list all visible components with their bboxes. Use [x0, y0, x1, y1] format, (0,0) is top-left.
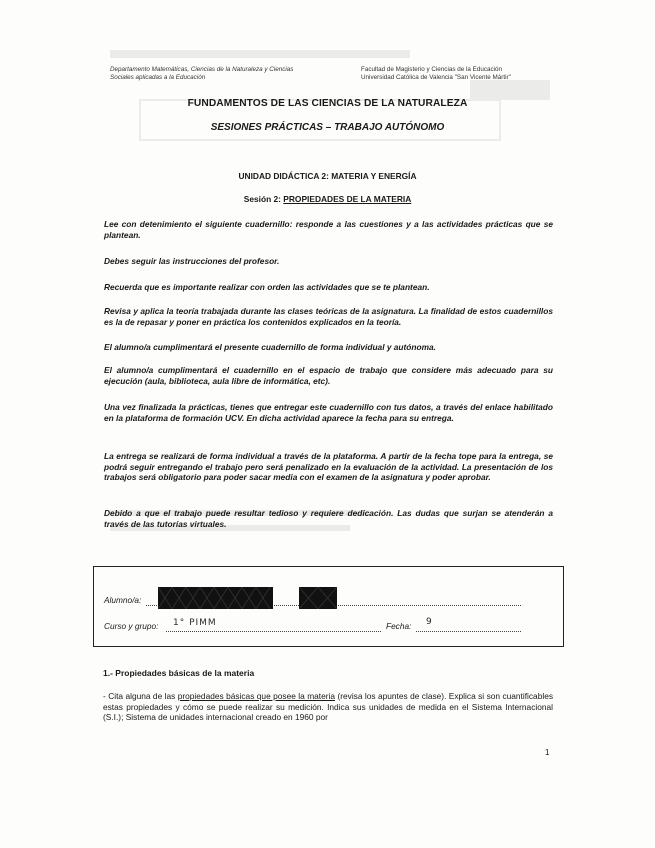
department-header [110, 66, 340, 82]
date-handwritten-value: 9 [426, 617, 433, 627]
section-text-suffix: (revisa los apuntes de clase). Explica si son cuantificables estas propiedades y cómo se puede realizar su medición. Indica sus unidades de medida en el Sistema Internacional (S.I.); Sistema de unidades internacional creado en 1960 por [103, 691, 553, 723]
section-body [103, 691, 553, 723]
page-number: 1 [545, 748, 550, 757]
department-line-1: Departamento Matemáticas, Ciencias de la Naturaleza y Ciencias [110, 66, 294, 73]
session-prefix: Sesión 2: [243, 194, 284, 204]
redacted-student-surname [299, 587, 337, 609]
instruction-paragraph: Recuerda que es importante realizar con orden las actividades que se te plantean. [104, 282, 430, 292]
instruction-paragraph: Revisa y aplica la teoría trabajada durante las clases teóricas de la asignatura. La finalidad de estos cuadernillos es la de repasar y poner en práctica los contenidos explicados en la teoría. [104, 306, 553, 327]
course-line[interactable] [166, 631, 381, 632]
instruction-paragraph: Una vez finalizada la prácticas, tienes que entregar este cuadernillo con tus datos, a través del enlace habilitado en la plataforma de formación UCV. En dicha actividad aparece la fecha para su entrega. [104, 402, 553, 423]
instruction-paragraph: La entrega se realizará de forma individual a través de la plataforma. A partir de la fecha tope para la entrega, se podrá seguir entregando el trabajo pero será penalizado en la evaluación de la actividad. La presentación de los trabajos será obligatorio para poder sacar media con el examen de la asignatura y poder aprobar. [104, 451, 553, 483]
faculty-line-2: Universidad Católica de Valencia "San Vicente Mártir" [361, 74, 511, 81]
session-name: PROPIEDADES DE LA MATERIA [283, 194, 412, 204]
section-title: 1.- Propiedades básicas de la materia [103, 668, 255, 678]
date-label: Fecha: [386, 621, 412, 631]
section-text-link: propiedades básicas que posee la materia [177, 691, 336, 701]
redacted-student-name [158, 587, 273, 609]
date-line[interactable] [416, 631, 521, 632]
document-title: FUNDAMENTOS DE LAS CIENCIAS DE LA NATURALEZA [187, 98, 468, 109]
instruction-paragraph: El alumno/a cumplimentará el cuadernillo en el espacio de trabajo que considere más adecuado para su ejecución (aula, biblioteca, aula libre de informática, etc). [104, 365, 553, 386]
instruction-paragraph: El alumno/a cumplimentará el presente cuadernillo de forma individual y autónoma. [104, 342, 436, 352]
course-handwritten-value: 1° PIMM [173, 618, 217, 628]
unit-heading: UNIDAD DIDÁCTICA 2: MATERIA Y ENERGÍA [238, 171, 417, 181]
document-subtitle: SESIONES PRÁCTICAS – TRABAJO AUTÓNOMO [210, 122, 445, 133]
department-line-2: Sociales aplicadas a la Educación [110, 74, 206, 81]
instruction-paragraph: Debido a que el trabajo puede resultar tedioso y requiere dedicación. Las dudas que surjan se atenderán a través de las tutorías virtuales. [104, 508, 553, 529]
session-heading [0, 194, 655, 204]
instruction-paragraph: Lee con detenimiento el siguiente cuadernillo: responde a las cuestiones y a las actividades prácticas que se plantean. [104, 219, 553, 240]
faculty-line-1: Facultad de Magisterio y Ciencias de la Educación [361, 66, 503, 73]
student-info-box [93, 566, 564, 647]
faculty-header [361, 66, 561, 82]
course-label: Curso y grupo: [104, 621, 159, 631]
section-text-prefix: - Cita alguna de las [103, 691, 178, 701]
instruction-paragraph: Debes seguir las instrucciones del profesor. [104, 256, 280, 266]
student-label: Alumno/a: [104, 595, 142, 605]
